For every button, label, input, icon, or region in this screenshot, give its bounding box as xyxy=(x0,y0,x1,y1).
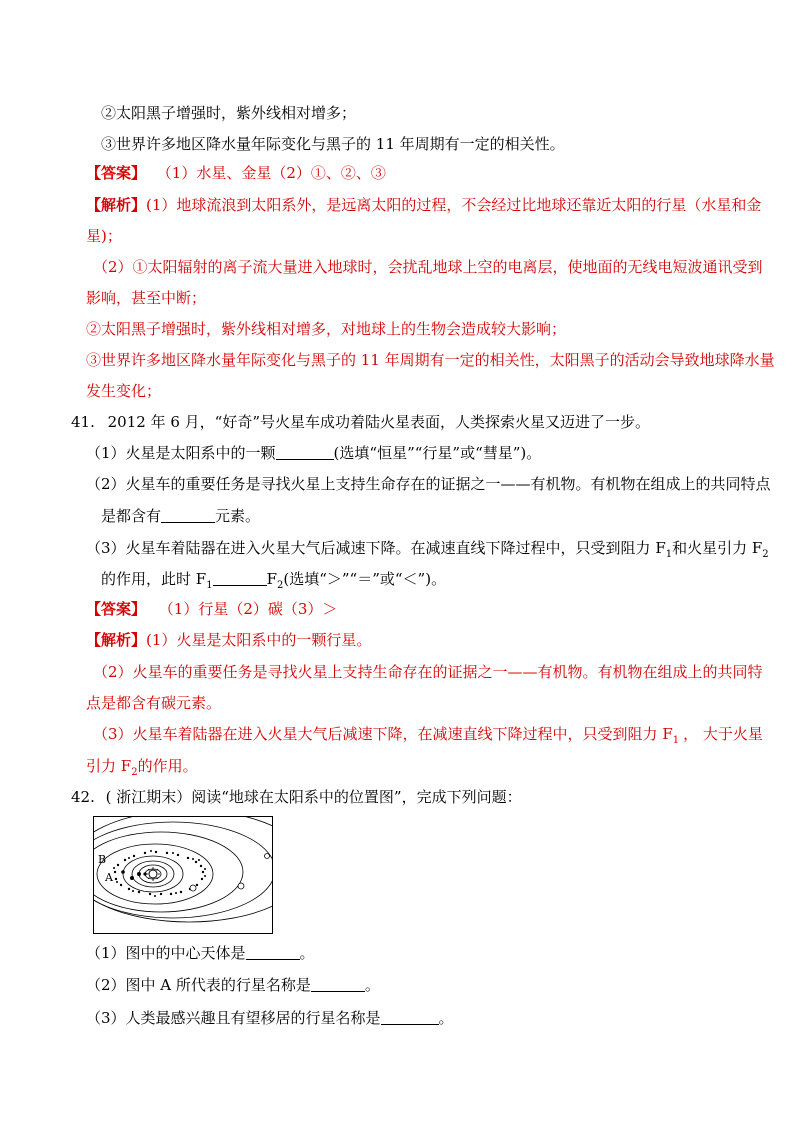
part-text: （2）图中 A 所代表的行星名称是 xyxy=(86,976,311,994)
part-text: 的作用，此时 F xyxy=(101,570,207,588)
analysis-text: (1）地球流浪到太阳系外，是远离太阳的过程，不会经过比地球还靠近太阳的行星（水星和金 xyxy=(146,196,762,214)
subscript: 1 xyxy=(665,549,673,560)
part-text: （1）火星是太阳系中的一颗 xyxy=(86,444,276,462)
part-text: （3）人类最感兴趣且有望移居的行星名称是 xyxy=(86,1009,381,1027)
q41-stem xyxy=(71,412,650,432)
planet-mars-b xyxy=(121,870,125,874)
q40-point-2: ②太阳黑子增强时，紫外线相对增多； xyxy=(101,104,357,122)
q40-analysis-1a xyxy=(86,195,761,215)
q40-analysis-2a: （2）①太阳辐射的离子流大量进入地球时，会扰乱地球上空的电离层，使地面的无线电短波通讯受到 xyxy=(93,258,763,276)
answer-blank[interactable] xyxy=(161,507,215,523)
q40-analysis-4a: ③世界许多地区降水量年际变化与黑子的 11 年周期有一定的相关性，太阳黑子的活动会导致地球降水量 xyxy=(86,351,775,369)
q41-part-2a: （2）火星车的重要任务是寻找火星上支持生命存在的证据之一——有机物。有机物在组成上的共同特点 xyxy=(86,475,771,493)
q41-analysis-3b xyxy=(86,756,198,776)
analysis-text: （3）火星车着陆器在进入火星大气后减速下降，在减速直线下降过程中，只受到阻力 F xyxy=(93,725,673,743)
part-text: (选填“恒星”“行星”或“彗星”)。 xyxy=(333,444,542,462)
part-text: 。 xyxy=(364,976,380,994)
answer-blank[interactable] xyxy=(276,444,334,460)
q42-part-3 xyxy=(86,1008,454,1028)
part-text: （1）图中的中心天体是 xyxy=(86,944,246,962)
part-text: 是都含有 xyxy=(101,507,162,525)
answer-tag: 【答案】 xyxy=(86,600,147,618)
analysis-text: 引力 F xyxy=(86,757,132,775)
subscript: 1 xyxy=(206,580,213,591)
q41-part-2b xyxy=(101,506,260,526)
part-text: 。 xyxy=(299,944,315,962)
part-text: 。 xyxy=(438,1009,454,1027)
question-number: 42. xyxy=(71,788,95,806)
part-text: (选填“＞”“＝”或“＜”)。 xyxy=(283,570,447,588)
q41-analysis-2a: （2）火星车的重要任务是寻找火星上支持生命存在的证据之一——有机物。有机物在组成上的共同特 xyxy=(93,663,763,681)
q40-analysis-2b: 影响，甚至中断； xyxy=(86,289,207,307)
planet-earth xyxy=(130,876,134,880)
analysis-text: ， 大于火星 xyxy=(683,725,763,743)
question-stem: ( 浙江期末）阅读“地球在太阳系中的位置图”，完成下列问题： xyxy=(105,788,522,806)
answer-blank[interactable] xyxy=(311,976,365,992)
solar-system-figure xyxy=(93,816,273,934)
q40-answer xyxy=(86,163,386,183)
q40-point-3: ③世界许多地区降水量年际变化与黑子的 11 年周期有一定的相关性。 xyxy=(101,135,565,153)
answer-blank[interactable] xyxy=(381,1009,439,1025)
q40-analysis-1b: 星)； xyxy=(86,227,122,245)
q41-analysis-1 xyxy=(86,630,371,650)
part-text: （3）火星车着陆器在进入火星大气后减速下降。在减速直线下降过程中，只受到阻力 F xyxy=(86,539,666,557)
part-text: 元素。 xyxy=(215,507,261,525)
solar-system-diagram xyxy=(93,816,273,934)
subscript: 2 xyxy=(131,767,138,778)
q41-analysis-2b: 点是都含有碳元素。 xyxy=(86,694,222,712)
planet-jupiter xyxy=(190,885,196,891)
figure-label-b: B xyxy=(98,853,107,866)
question-number: 41. xyxy=(71,413,95,431)
analysis-text: 的作用。 xyxy=(137,757,198,775)
subscript: 2 xyxy=(276,580,284,591)
q42-part-1 xyxy=(86,943,315,963)
planet-saturn xyxy=(238,883,244,889)
planet-venus-a xyxy=(137,872,141,876)
planet-uranus xyxy=(265,854,270,859)
question-stem: 2012 年 6 月，“好奇”号火星车成功着陆火星表面，人类探索火星又迈进了一步。 xyxy=(107,413,651,431)
subscript: 1 xyxy=(672,735,680,746)
q41-answer xyxy=(86,599,337,619)
analysis-tag: 【解析】 xyxy=(86,196,147,214)
answer-text: （1）行星（2）碳（3）＞ xyxy=(158,600,338,618)
analysis-tag: 【解析】 xyxy=(86,631,147,649)
q41-part-3b xyxy=(101,569,446,589)
q41-part-3a xyxy=(86,538,769,558)
answer-blank[interactable] xyxy=(246,944,300,960)
part-text: 和火星引力 F xyxy=(672,539,763,557)
q41-analysis-3a xyxy=(93,724,763,744)
q42-stem xyxy=(71,787,522,807)
part-text: F xyxy=(266,570,277,588)
q41-part-1 xyxy=(86,443,541,463)
figure-label-a: A xyxy=(105,871,113,884)
answer-text: （1）水星、金星（2）①、②、③ xyxy=(156,164,386,182)
analysis-text: (1）火星是太阳系中的一颗行星。 xyxy=(146,631,372,649)
answer-tag: 【答案】 xyxy=(86,164,147,182)
q42-part-2 xyxy=(86,975,380,995)
q40-analysis-3: ②太阳黑子增强时，紫外线相对增多，对地球上的生物会造成较大影响； xyxy=(86,320,567,338)
planet-mercury xyxy=(143,872,146,875)
subscript: 2 xyxy=(762,549,769,560)
answer-blank[interactable] xyxy=(213,570,267,586)
q40-analysis-4b: 发生变化； xyxy=(86,382,162,400)
